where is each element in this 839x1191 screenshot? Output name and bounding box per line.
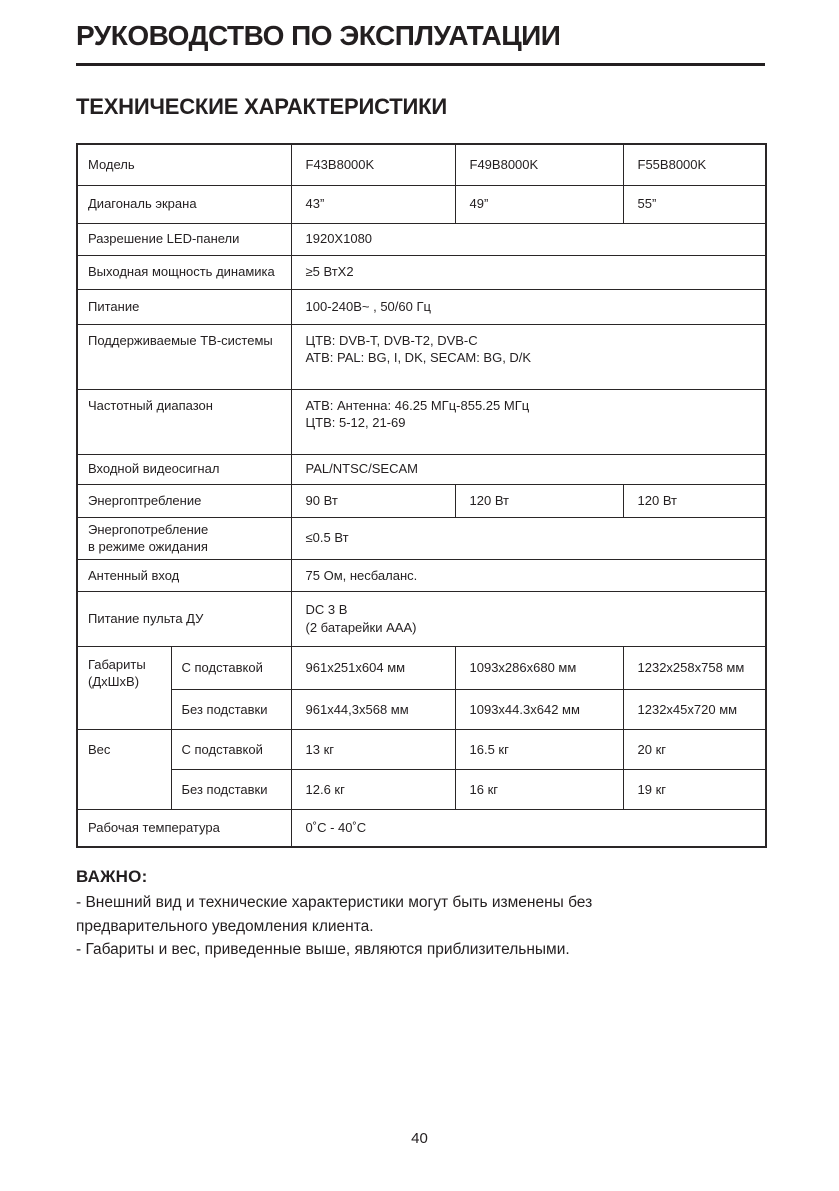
spec-value: ≤0.5 Вт <box>291 517 766 559</box>
spec-value: 961х251х604 мм <box>291 646 455 689</box>
row-dimensions-without-stand <box>77 689 766 729</box>
row-model <box>77 144 766 185</box>
important-heading: ВАЖНО: <box>76 867 148 887</box>
spec-label: Питание пульта ДУ <box>77 591 291 646</box>
page-number: 40 <box>411 1130 428 1147</box>
spec-value: 20 кг <box>623 729 766 769</box>
row-weight-with-stand <box>77 729 766 769</box>
spec-label: Рабочая температура <box>77 809 291 847</box>
row-tv-systems <box>77 324 766 389</box>
spec-group-label: Вес <box>77 729 171 809</box>
row-dimensions-with-stand <box>77 646 766 689</box>
spec-sublabel: Без подставки <box>171 769 291 809</box>
spec-value-line: АТВ: Антенна: 46.25 МГц-855.25 МГц <box>305 397 530 413</box>
row-operating-temp <box>77 809 766 847</box>
spec-label: Модель <box>77 144 291 185</box>
spec-value: 120 Вт <box>455 484 623 517</box>
row-freq-range <box>77 389 766 454</box>
spec-group-label <box>77 646 171 729</box>
spec-value: 13 кг <box>291 729 455 769</box>
spec-sublabel: С подставкой <box>171 646 291 689</box>
spec-label-line: Энергопотребление <box>88 521 209 537</box>
spec-value-line: ЦТВ: DVB-T, DVB-T2, DVB-C <box>305 332 478 348</box>
spec-value: F43B8000K <box>291 144 455 185</box>
important-section <box>76 867 654 961</box>
spec-sublabel: Без подставки <box>171 689 291 729</box>
spec-value: 1232х45х720 мм <box>623 689 766 729</box>
spec-label: Частотный диапазон <box>77 389 291 454</box>
spec-value: 0˚C - 40˚C <box>291 809 766 847</box>
spec-value: 961х44,3х568 мм <box>291 689 455 729</box>
spec-value: 1093х286х680 мм <box>455 646 623 689</box>
row-resolution <box>77 223 766 255</box>
spec-value <box>291 389 766 454</box>
spec-value: 16.5 кг <box>455 729 623 769</box>
row-standby-consumption <box>77 517 766 559</box>
spec-value-line: (2 батарейки ААА) <box>305 619 417 635</box>
row-antenna-input <box>77 559 766 591</box>
spec-label: Выходная мощность динамика <box>77 255 291 289</box>
spec-value-line: АТВ: PAL: BG, I, DK, SECAM: BG, D/K <box>305 350 532 366</box>
spec-value-line: DC 3 В <box>305 602 348 618</box>
spec-value: PAL/NTSC/SECAM <box>291 454 766 484</box>
spec-value: 49” <box>455 185 623 223</box>
row-diagonal <box>77 185 766 223</box>
spec-label-line: (ДхШхВ) <box>88 674 140 690</box>
row-video-input <box>77 454 766 484</box>
spec-value: F49B8000K <box>455 144 623 185</box>
row-remote-power <box>77 591 766 646</box>
spec-label <box>77 517 291 559</box>
row-speaker-power <box>77 255 766 289</box>
important-note-2: - Габариты и вес, приведенные выше, являются приблизительными. <box>76 940 570 958</box>
spec-label: Разрешение LED-панели <box>77 223 291 255</box>
spec-table <box>76 143 767 848</box>
spec-value: 43” <box>291 185 455 223</box>
spec-value: 100-240В~ , 50/60 Гц <box>291 289 766 324</box>
spec-label: Поддерживаемые ТВ-системы <box>77 324 291 389</box>
spec-value: 120 Вт <box>623 484 766 517</box>
spec-value <box>291 591 766 646</box>
section-title: ТЕХНИЧЕСКИЕ ХАРАКТЕРИСТИКИ <box>76 94 447 120</box>
spec-value: F55B8000K <box>623 144 766 185</box>
spec-sublabel: С подставкой <box>171 729 291 769</box>
row-power-consumption <box>77 484 766 517</box>
spec-value: 55” <box>623 185 766 223</box>
spec-value: ≥5 ВтX2 <box>291 255 766 289</box>
spec-value <box>291 324 766 389</box>
spec-label: Антенный вход <box>77 559 291 591</box>
spec-label: Входной видеосигнал <box>77 454 291 484</box>
spec-value: 90 Вт <box>291 484 455 517</box>
spec-value: 16 кг <box>455 769 623 809</box>
spec-value: 12.6 кг <box>291 769 455 809</box>
title-rule <box>76 63 765 66</box>
spec-value: 1232х258х758 мм <box>623 646 766 689</box>
spec-label: Питание <box>77 289 291 324</box>
spec-value: 75 Ом, несбаланс. <box>291 559 766 591</box>
page-title: РУКОВОДСТВО ПО ЭКСПЛУАТАЦИИ <box>76 20 561 51</box>
spec-value: 19 кг <box>623 769 766 809</box>
important-note-1: - Внешний вид и технические характеристики могут быть изменены без предварительного уведомления клиента. <box>76 894 593 935</box>
spec-value: 1093х44.3х642 мм <box>455 689 623 729</box>
spec-label: Диагональ экрана <box>77 185 291 223</box>
spec-value-line: ЦТВ: 5-12, 21-69 <box>305 415 406 431</box>
spec-value: 1920X1080 <box>291 223 766 255</box>
row-weight-without-stand <box>77 769 766 809</box>
spec-label: Энергоптребление <box>77 484 291 517</box>
spec-label-line: Габариты <box>88 656 146 672</box>
row-power-supply <box>77 289 766 324</box>
spec-label-line: в режиме ожидания <box>88 539 208 555</box>
